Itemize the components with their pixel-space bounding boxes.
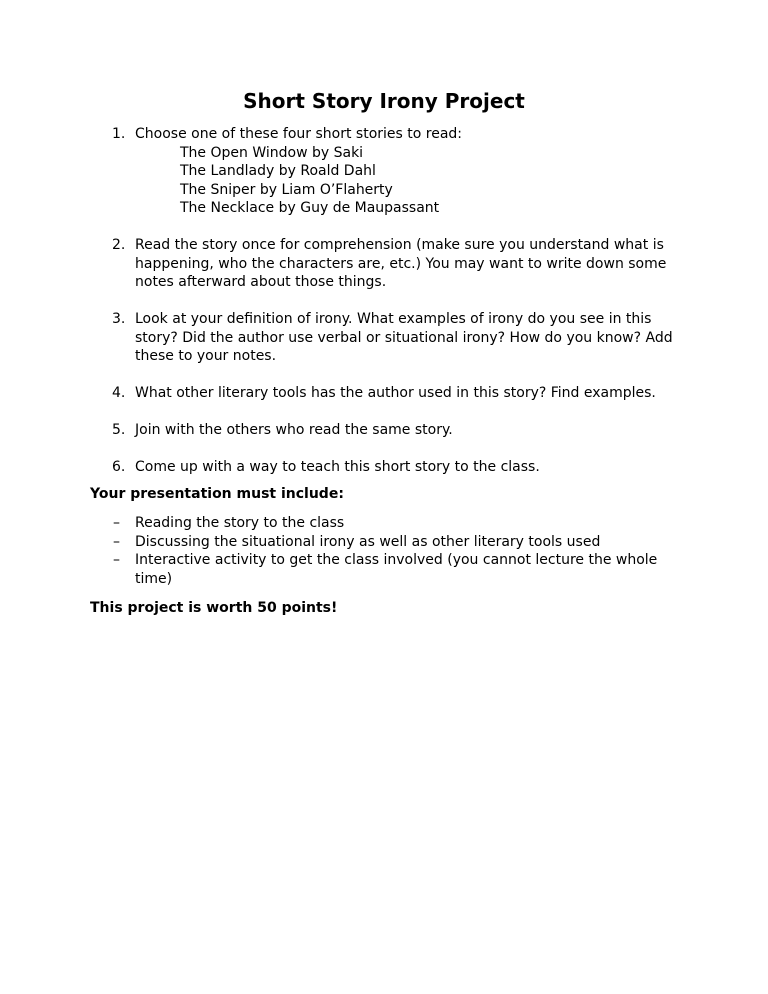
story-option: The Necklace by Guy de Maupassant — [180, 200, 440, 216]
step-item — [0, 421, 675, 440]
requirement-text: Reading the story to the class — [135, 515, 345, 531]
bullet-dash: – — [113, 552, 120, 568]
step-number: 5. — [112, 422, 126, 438]
steps-list — [0, 125, 768, 495]
step-number: 3. — [112, 311, 126, 327]
step-item — [0, 125, 675, 218]
requirement-text: Interactive activity to get the class involved (you cannot lecture the whole time) — [135, 552, 658, 587]
step-number: 1. — [112, 126, 126, 142]
step-item — [0, 310, 675, 366]
story-option: The Sniper by Liam O’Flaherty — [180, 181, 393, 198]
story-option: The Open Window by Saki — [180, 144, 364, 161]
document-title: Short Story Irony Project — [243, 89, 525, 113]
story-list — [135, 144, 675, 218]
requirements-list — [0, 514, 768, 588]
step-number: 2. — [112, 237, 126, 253]
requirement-item — [0, 514, 660, 533]
story-option: The Landlady by Roald Dahl — [180, 163, 376, 179]
step-text: Look at your definition of irony. What examples of irony do you see in this story? Did the author use verbal or situational irony? How do you know? Add these to your notes. — [135, 311, 673, 364]
step-text: Choose one of these four short stories to read: — [135, 126, 463, 142]
step-number: 6. — [112, 459, 126, 475]
step-item — [0, 236, 675, 292]
step-item — [0, 384, 675, 403]
bullet-dash: – — [113, 533, 120, 550]
requirement-item — [0, 533, 660, 552]
step-item — [0, 458, 675, 477]
step-text: Come up with a way to teach this short story to the class. — [135, 459, 540, 475]
step-text: What other literary tools has the author used in this story? Find examples. — [135, 385, 656, 401]
step-text: Join with the others who read the same story. — [135, 422, 453, 438]
step-text: Read the story once for comprehension (make sure you understand what is happening, who the characters are, etc.) You may want to write down some notes afterward about those things. — [135, 237, 667, 290]
requirement-text: Discussing the situational irony as well as other literary tools used — [135, 533, 601, 550]
step-number: 4. — [112, 385, 126, 401]
bullet-dash: – — [113, 515, 120, 531]
presentation-heading: Your presentation must include: — [90, 486, 344, 502]
points-note: This project is worth 50 points! — [90, 600, 338, 616]
requirement-item — [0, 551, 660, 588]
